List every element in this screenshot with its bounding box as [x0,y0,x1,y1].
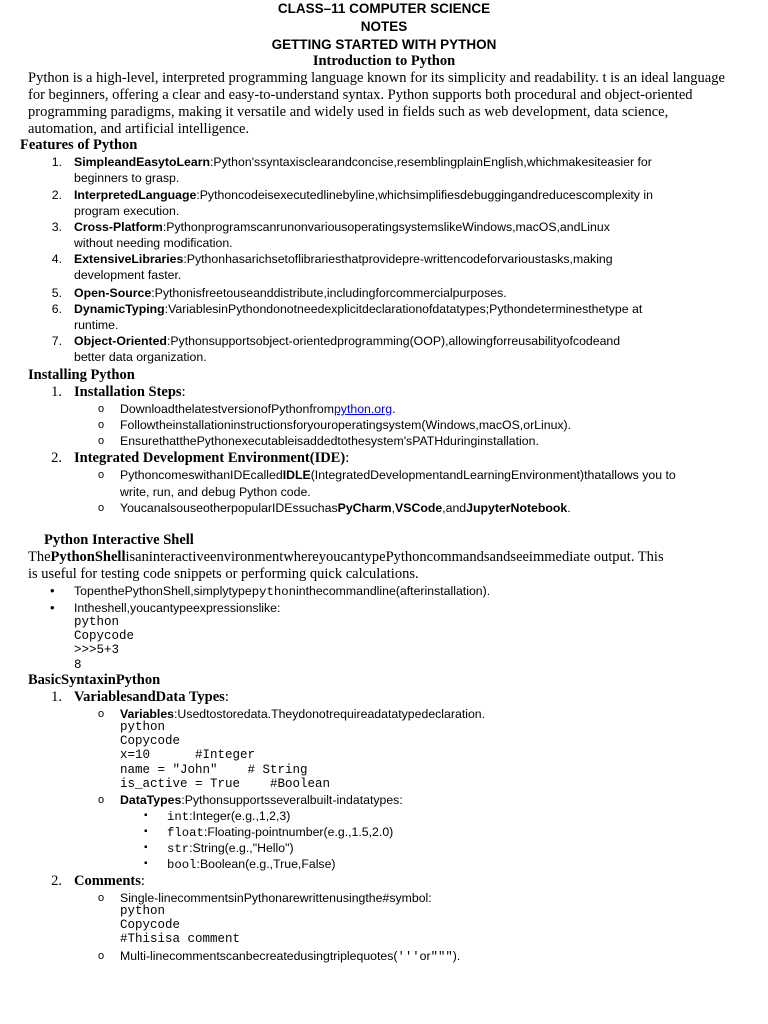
bullet-circle: o [98,403,105,415]
feature-item [74,251,754,267]
feature-text: :PythonprogramscanrunonvariousoperatingsystemslikeWindows,macOS,andLinux [162,220,610,234]
shell-heading: Python Interactive Shell [44,532,194,548]
intro-paragraph: Python is a high-level, interpreted programming language known for its simplicity and readability. t is an ideal language for beginners, offering a clear and easy-to-understand syntax. Python supports both procedural and object-oriented programming paradigms, making it versatile and widely used in fields such as web development, data science, automation, and artificial intelligence. [28,70,725,137]
ide-title: Integrated Development Environment(IDE): [74,450,350,466]
list-number: 2. [51,188,62,202]
variables-item: Variables:Usedtostoredata.Theydonotrequireadatatypedeclaration. [120,707,486,721]
document-chapter-title: GETTING STARTED WITH PYTHON [271,37,497,52]
intro-heading: Introduction to Python [312,53,456,69]
feature-item [74,219,754,235]
list-number: 5. [51,286,62,300]
shell-bullet: TopenthePythonShell,simplytypepythoninthecommandline(afterinstallation). [74,584,491,599]
code-block: python Copycode x=10 #Integer name = "John" # String is_active = True #Boolean [120,720,331,791]
feature-text: :Pythonisfreetouseanddistribute,includingforcommercialpurposes. [151,286,507,300]
feature-text-cont: development faster. [74,268,182,282]
bullet-circle: o [98,892,105,904]
list-number: 6. [51,302,62,316]
datatype-entry: str:String(e.g.,"Hello") [167,841,294,856]
feature-text-cont: runtime. [74,318,119,332]
bullet-circle: o [98,469,105,481]
feature-text: :Pythonhasarichsetoflibrariesthatprovidepre-writtencodeforvarioustasks,making [183,252,613,266]
document-subtitle-notes: NOTES [360,19,408,34]
installing-heading: Installing Python [28,367,135,383]
bullet-circle: o [98,950,105,962]
feature-item [74,333,754,349]
features-heading: Features of Python [20,137,138,153]
feature-text: :Pythoncodeisexecutedlinebyline,whichsimplifiesdebuggingandreducescomplexity in [196,188,653,202]
code-block: python Copycode #Thisisa comment [120,904,241,947]
list-number: 1. [51,384,62,400]
list-number: 4. [51,252,62,266]
bullet-circle: o [98,435,105,447]
feature-item [74,301,754,317]
feature-title: ExtensiveLibraries [74,252,184,266]
list-number: 2. [51,873,62,889]
install-step: EnsurethatthePythonexecutableisaddedtothesystem'sPATHduringinstallation. [120,434,539,448]
bullet-circle: o [98,708,105,720]
ide-item: YoucanalsouseotherpopularIDEssuchasPyCharm,VSCode,andJupyterNotebook. [120,501,571,515]
comments-title: Comments: [74,873,145,889]
bullet-disc: • [50,583,55,598]
list-number: 3. [51,220,62,234]
variables-datatypes-title: VariablesandData Types: [74,689,229,705]
install-step: Followtheinstallationinstructionsforyouroperatingsystem(Windows,macOS,orLinux). [120,418,572,432]
shell-paragraph-cont: is useful for testing code snippets or performing quick calculations. [28,566,419,582]
feature-text-cont: better data organization. [74,350,207,364]
feature-title: InterpretedLanguage [74,188,197,202]
feature-title: SimpleandEasytoLearn [74,155,210,169]
feature-text-cont: without needing modification. [74,236,233,250]
bullet-square: ▪ [144,826,148,837]
comments-item: Single-linecommentsinPythonarewrittenusingthe#symbol: [120,891,432,905]
ide-item-cont: write, run, and debug Python code. [120,485,311,499]
bullet-circle: o [98,419,105,431]
shell-paragraph: ThePythonShellisaninteractiveenvironmentwhereyoucantypePythoncommandsandseeimmediate output. This [28,549,664,565]
feature-text: :Pythonsupportsobject-orientedprogramming(OOP),allowingforreusabilityofcodeand [166,334,621,348]
shell-bullet: Intheshell,youcantypeexpressionslike: [74,601,281,615]
installation-steps-title: Installation Steps: [74,384,186,400]
code-block: python Copycode >>>5+3 8 [74,615,135,672]
feature-text-cont: beginners to grasp. [74,171,180,185]
feature-title: Cross-Platform [74,220,163,234]
install-step: DownloadthelatestversionofPythonfrompython.org. [120,402,396,416]
feature-title: Object-Oriented [74,334,167,348]
list-number: 1. [51,155,62,169]
bullet-square: ▪ [144,858,148,869]
list-number: 7. [51,334,62,348]
syntax-heading: BasicSyntaxinPython [28,672,161,688]
datatype-entry: float:Floating-pointnumber(e.g.,1.5,2.0) [167,825,394,840]
bullet-square: ▪ [144,842,148,853]
python-org-link[interactable]: python.org [333,402,393,416]
bullet-disc: • [50,600,55,615]
datatype-entry: int:Integer(e.g.,1,2,3) [167,809,291,824]
document-title: CLASS–11 COMPUTER SCIENCE [277,1,491,16]
feature-item [74,154,754,170]
feature-title: Open-Source [74,286,152,300]
list-number: 1. [51,689,62,705]
feature-text: :Python'ssyntaxisclearandconcise,resemblingplainEnglish,whichmakesiteasier for [210,155,652,169]
datatype-entry: bool:Boolean(e.g.,True,False) [167,857,336,872]
ide-item: PythoncomeswithanIDEcalledIDLE(IntegratedDevelopmentandLearningEnvironment)thatallows you to [120,468,676,482]
datatypes-item: DataTypes:Pythonsupportsseveralbuilt-indatatypes: [120,793,403,807]
feature-title: DynamicTyping [74,302,165,316]
comments-item: Multi-linecommentscanbecreatedusingtriplequotes('''or"""). [120,949,461,964]
feature-item [74,187,754,203]
list-number: 2. [51,450,62,466]
feature-text: :VariablesinPythondonotneedexplicitdeclarationofdatatypes;Pythondeterminesthetype at [164,302,643,316]
bullet-circle: o [98,794,105,806]
bullet-circle: o [98,502,105,514]
bullet-square: ▪ [144,810,148,821]
feature-item [74,285,754,301]
feature-text-cont: program execution. [74,204,180,218]
